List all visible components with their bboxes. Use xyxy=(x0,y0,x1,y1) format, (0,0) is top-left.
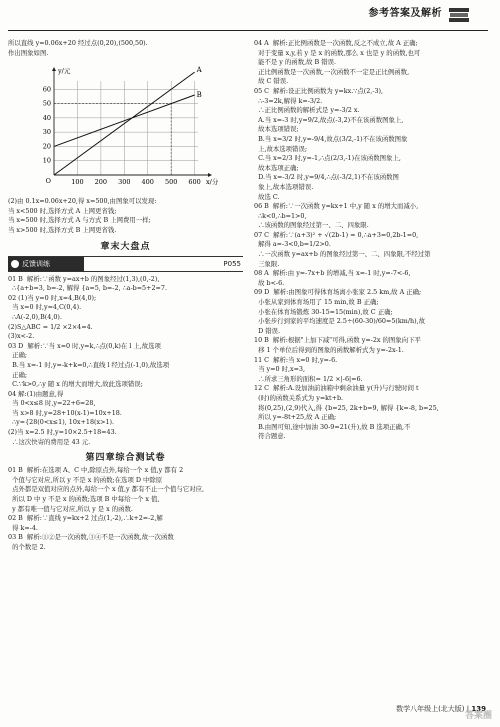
text-line: 02 (1)当 y=0 时,x=4,B(4,0); xyxy=(8,293,97,302)
y-axis-label: y/元 xyxy=(58,67,71,76)
right-column xyxy=(254,40,489,443)
text-line: 12 C 解析:A.设加油前油箱中剩余油量 y(升)与行驶时间 t xyxy=(254,384,419,393)
text-line: 故选 C. xyxy=(254,192,280,201)
text-line: 正比例函数是一次函数,一次函数不一定是正比例函数, xyxy=(254,67,410,76)
text-line: A.当 x=-3 时,y=9/2,故点(-3,2)不在该函数图象上, xyxy=(254,115,404,124)
text-line: D 错误. xyxy=(254,326,281,335)
text-line: ∴该函数的图象经过第一、二、四象限. xyxy=(254,221,369,230)
y-tick-label: 40 xyxy=(42,114,51,123)
text-line: y 都有唯一值与它对应,所以 y 是 x 的函数. xyxy=(8,504,133,513)
x-tick-label: 400 xyxy=(141,178,154,187)
text-line: 所以直线 y=0.06x+20 经过点(0,20),(500,50). xyxy=(8,39,148,47)
text-line: 02 B 解析:∵直线 y=kx+2 过点(1,-2),∴k+2=-2,解 xyxy=(8,514,163,523)
text-line: 三象限. xyxy=(254,259,280,268)
text-line: 解得 a=-3<0,b=1/2>0. xyxy=(254,240,331,249)
text-line: 04 解:(1)由题意,得 xyxy=(8,389,64,398)
text-line: 个值与它对应,所以 y 不是 x 的函数;在选项 D 中除原 xyxy=(8,475,163,484)
feedback-page: P055 xyxy=(223,259,241,268)
text-line: 能不是 y 的函数,故 B 错误. xyxy=(254,58,337,67)
x-axis-arrow xyxy=(208,173,212,177)
text-line: ∴-3=2k,解得 k=-3/2. xyxy=(254,96,323,105)
text-line: 点外都是双值对应的点外,每给一个 x 值,y 都有不止一个值与它对应, xyxy=(8,485,205,494)
text-line: 的个数是 2. xyxy=(8,543,46,551)
text-line: B.当 x=-1 时,y=-k+k=0,∴直线 l 经过点(-1,0),故选项 xyxy=(8,360,170,369)
text-line: 移 1 个单位后得到的图象的函数解析式为 y=-2x-1. xyxy=(254,346,404,354)
series-label: A xyxy=(196,66,202,75)
text-line: 所以 y=-8t+25,故 A 正确; xyxy=(254,413,337,422)
unit-test-title: 第四章综合测试卷 xyxy=(85,453,166,464)
text-line: 正确; xyxy=(8,370,27,379)
x-tick-label: 600 xyxy=(188,178,201,187)
text-line: 06 B 解析:∵一次函数 y=kx+1 中,y 随 x 的增大而减小, xyxy=(254,202,419,211)
left-answer-text xyxy=(8,198,243,236)
text-line: 当 x=0 时,y=4,C(0,4). xyxy=(8,303,82,312)
footer-book: 数学八年级上(北大版) xyxy=(396,705,465,713)
text-line: 故本选项正确; xyxy=(254,163,299,172)
text-line: ∴{a+b=3, b=-2, 解得 {a=5, b=-2, ∴a-b=5+2=7. xyxy=(8,284,167,293)
feedback-label: 反馈训练 xyxy=(8,257,84,271)
text-line: 正确; xyxy=(8,351,27,360)
text-line: (2)由 0.1x=0.06x+20,得 x=500,由图象可以发现: xyxy=(8,197,157,206)
text-line: (3)x<-2. xyxy=(8,332,35,341)
x-tick-label: 300 xyxy=(118,178,131,187)
left-column xyxy=(8,40,243,554)
text-line: (2)当 x=2.5 时,y=10×2.5+18=43. xyxy=(8,428,117,437)
page-number: 139 xyxy=(471,705,486,713)
feedback-bar xyxy=(8,256,243,272)
left-intro-text xyxy=(8,40,243,59)
cost-chart-svg xyxy=(18,61,218,195)
text-line: 07 C 解析:∵(a+3)² + √(2b-1) = 0,∴a+3=0,2b-1=0, xyxy=(254,230,419,239)
cost-chart xyxy=(8,61,243,195)
y-tick-label: 30 xyxy=(42,128,51,137)
text-line: C.当 x=2/3 时,y=-1,∴点(2/3,-1)在该函数图象上, xyxy=(254,154,401,163)
y-tick-label: 60 xyxy=(42,85,51,94)
text-line: 故 b<-6. xyxy=(254,278,285,287)
chapter-title: 章末大盘点 xyxy=(100,241,151,252)
text-line: 03 B 解析:①②是一次函数,③④不是一次函数,故一次函数 xyxy=(8,533,174,542)
text-line: 象上,故本选项错误. xyxy=(254,182,314,191)
text-line: 故 C 错误. xyxy=(254,77,289,86)
text-line: B.由图可知,途中加油 30-9=21(升),故 B 选项正确,不 xyxy=(254,422,411,431)
books-icon xyxy=(448,6,470,24)
text-line: 11 C 解析:当 x=0 时,y=-6. xyxy=(254,355,338,364)
page-header xyxy=(0,0,500,36)
text-line: 05 C 解析:设正比例函数为 y=kx.∵点(2,-3), xyxy=(254,86,384,95)
text-line: 03 D 解析:∵当 x=0 时,y=k,∴点(0,k)在 l 上,故选项 xyxy=(8,341,161,350)
unit-test-answers xyxy=(8,467,243,553)
y-tick-label: 10 xyxy=(42,156,51,165)
text-line: 故本选项错误; xyxy=(254,125,299,134)
text-line: 01 B 解析:∵函数 y=ax+b 的图象经过(1,3),(0,-2), xyxy=(8,274,160,283)
text-line: 当 x>500 时,选择方式 B 上网更省钱. xyxy=(8,225,117,234)
text-line: 小张步行到家的平均速度是 2.5÷(60-30)/60=5(km/h),故 xyxy=(254,317,426,326)
text-line: (时)的函数关系式为 y=kt+b. xyxy=(254,393,344,402)
text-line: 当 x=500 时,选择方式 A 与方式 B 上网费用一样; xyxy=(8,216,151,225)
text-line: 得 k=-4. xyxy=(8,523,38,532)
text-line: 符合题意. xyxy=(254,432,286,441)
watermark: 答案圈 xyxy=(464,711,492,721)
text-line: 04 A 解析:正比例函数是一次函数,反之不成立,故 A 正确; xyxy=(254,39,418,47)
text-line: 当 x>8 时,y=28+10(x-1)=10x+18. xyxy=(8,408,122,417)
feedback-answers xyxy=(8,276,243,449)
origin-label: O xyxy=(45,177,51,186)
text-line: D.当 x=-3/2 时,y=9/4,∴点(-3/2,1)不在该函数图 xyxy=(254,173,399,182)
text-line: 01 B 解析:在选项 A、C 中,除原点外,每给一个 x 值,y 都有 2 xyxy=(8,466,184,475)
series-label: B xyxy=(196,91,202,100)
y-axis-arrow xyxy=(52,67,56,71)
text-line: ∴y={28(0<x≤1), 10x+18(x>1). xyxy=(8,418,115,427)
text-line: 作出图象如图. xyxy=(8,48,49,57)
text-line: ∴所求三角形的面积= 1/2 ×|-6|=6. xyxy=(254,374,363,383)
x-axis-label: x/分 xyxy=(206,178,218,187)
text-line: ∴A(-2,0),B(4,0). xyxy=(8,312,62,321)
text-line: ∴正比例函数的解析式是 y=-3/2 x. xyxy=(254,106,360,115)
text-line: 对于变量 x,y,若 y 是 x 的函数,那么 x 也是 y 的函数,也可 xyxy=(254,48,421,57)
text-line: 08 A 解析:由 y=-7x+b 的增减,当 x=-1 时,y=-7<-6, xyxy=(254,269,411,278)
text-line: 09 D 解析:由图象可得体育场离小张家 2.5 km,故 A 正确; xyxy=(254,288,422,297)
header-title: 参考答案及解析 xyxy=(368,8,442,19)
text-line: 当 y=0 时,x=3, xyxy=(254,365,306,374)
x-tick-label: 200 xyxy=(94,178,108,187)
text-line: 将(0,25),(2,9)代入,得 {b=25, 2k+b=9, 解得 {k=-8, b=25, xyxy=(254,403,439,412)
text-line: (2)S△ABC = 1/2 ×2×4=4. xyxy=(8,322,93,331)
x-tick-label: 100 xyxy=(71,178,84,187)
y-tick-label: 50 xyxy=(42,99,51,108)
text-line: 当 x<500 时,选择方式 A 上网更省钱; xyxy=(8,206,117,215)
text-line: 10 B 解析:根据"上加下减"可得,函数 y=-2x 的图象向下平 xyxy=(254,336,421,345)
y-tick-label: 20 xyxy=(42,142,51,151)
text-line: ∴k<0,∴b=1>0, xyxy=(254,211,307,220)
text-line: 上,故本选项错误; xyxy=(254,144,307,153)
right-answers xyxy=(254,40,489,443)
text-line: 小张从家到体育场用了 15 min,故 B 正确; xyxy=(254,298,379,307)
x-tick-label: 500 xyxy=(164,178,178,187)
text-line: ∴一次函数 y=ax+b 的图象经过第一、二、四象限,不经过第 xyxy=(254,250,431,259)
text-line: 小张在体育场锻炼 30-15=15(min),故 C 正确; xyxy=(254,307,393,316)
header-rule xyxy=(8,30,488,31)
text-line: B.当 x=3/2 时,y=-9/4,故点(3/2,-1)不在该函数图象 xyxy=(254,134,408,143)
text-line: ∴这次快寄的费用是 43 元. xyxy=(8,437,91,446)
footer-separator: | xyxy=(466,705,470,713)
text-line: 所以 D 中 y 不是 x 的函数;选项 B 中每给一个 x 值, xyxy=(8,495,160,504)
text-line: 当 0<x≤8 时,y=22+6=28, xyxy=(8,399,96,408)
text-line: C.∵k>0,∴y 随 x 的增大而增大,故此选项错误; xyxy=(8,380,143,389)
